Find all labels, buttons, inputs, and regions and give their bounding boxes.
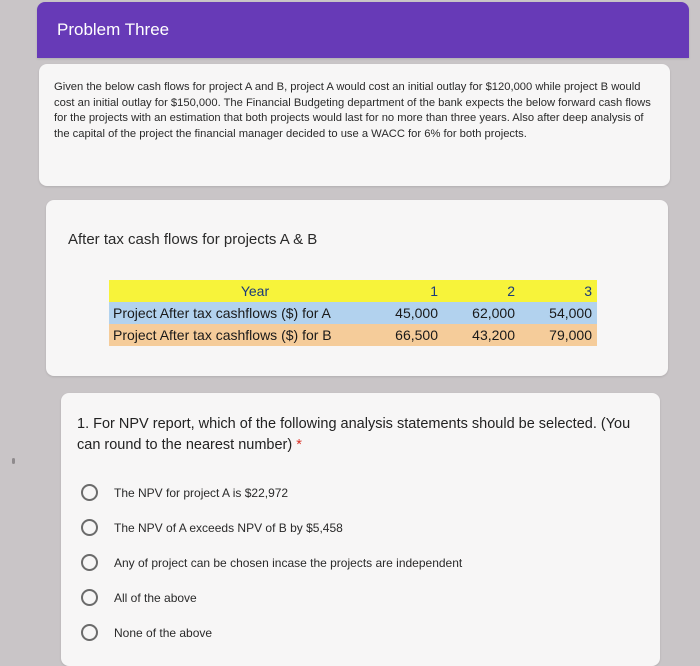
side-scroll-mark (12, 458, 15, 464)
cell-value: 43,200 (443, 324, 520, 346)
cell-value: 66,500 (366, 324, 443, 346)
option-label: None of the above (114, 625, 213, 640)
option-label: All of the above (114, 590, 197, 605)
option-label: Any of project can be chosen incase the projects are independent (114, 555, 463, 570)
problem-description: Given the below cash flows for project A and B, project A would cost an initial outlay for $120,000 while project B would cost an initial outlay for $150,000. The Financial Budgeting department of the bank expects the below forward cash flows for the projects with an estimation that both projects would last for no more than three years. Also after deep analysis of the capital of the project the financial manager decided to use a WACC for 6% for both projects. (54, 81, 651, 140)
cell-value: 62,000 (443, 302, 520, 324)
option-all[interactable] (81, 589, 197, 606)
radio-button[interactable] (81, 554, 98, 571)
question-card (61, 393, 660, 666)
radio-button[interactable] (81, 589, 98, 606)
cell-value: 45,000 (366, 302, 443, 324)
question-text (77, 414, 637, 456)
year-label: Year (109, 280, 366, 302)
cashflow-title: After tax cash flows for projects A & B (68, 231, 318, 248)
cashflow-card (46, 200, 668, 376)
option-none[interactable] (81, 624, 212, 641)
table-row (109, 302, 597, 324)
table-row (109, 324, 597, 346)
cell-value: 54,000 (520, 302, 597, 324)
form-header (37, 2, 689, 58)
year-2: 2 (443, 280, 520, 302)
table-header-row (109, 280, 597, 302)
row-label: Project After tax cashflows ($) for B (109, 324, 366, 346)
section-title: Problem Three (57, 20, 170, 39)
option-npv-diff[interactable] (81, 519, 343, 536)
year-1: 1 (366, 280, 443, 302)
radio-button[interactable] (81, 484, 98, 501)
radio-button[interactable] (81, 624, 98, 641)
radio-button[interactable] (81, 519, 98, 536)
year-3: 3 (520, 280, 597, 302)
cell-value: 79,000 (520, 324, 597, 346)
question-label: 1. For NPV report, which of the following analysis statements should be selected. (You can round to the nearest number) (77, 416, 631, 453)
option-npv-a[interactable] (81, 484, 288, 501)
cashflow-table (108, 279, 597, 346)
required-asterisk: * (296, 437, 302, 453)
description-card (39, 64, 670, 186)
option-independent[interactable] (81, 554, 462, 571)
row-label: Project After tax cashflows ($) for A (109, 302, 366, 324)
option-label: The NPV of A exceeds NPV of B by $5,458 (114, 520, 343, 535)
option-label: The NPV for project A is $22,972 (114, 485, 289, 500)
